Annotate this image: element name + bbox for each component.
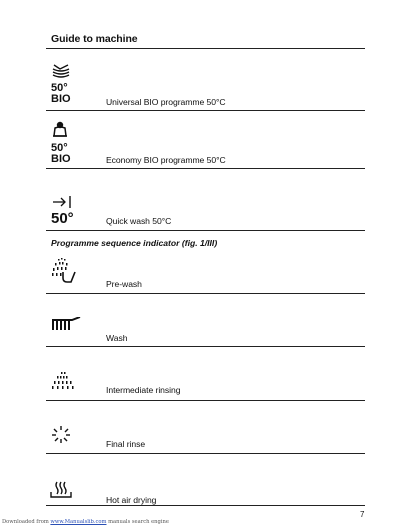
step-label-hot-air-drying: Hot air drying — [106, 495, 157, 505]
row-rule — [46, 346, 365, 347]
quick-arrow-icon — [52, 196, 74, 208]
programme-label-quick: Quick wash 50°C — [106, 216, 172, 226]
programme-label-economy: Economy BIO programme 50°C — [106, 155, 226, 165]
footer-prefix: Downloaded from — [2, 519, 51, 525]
step-label-wash: Wash — [106, 333, 128, 343]
programme-temp-code: 50° — [51, 142, 68, 154]
programme-temp-code: 50° — [51, 82, 68, 94]
step-label-pre-wash: Pre-wash — [106, 279, 142, 289]
hot-air-drying-icon — [50, 481, 72, 499]
plates-stack-icon — [51, 63, 71, 79]
quick-wash-temp: 50° — [51, 210, 74, 227]
section-heading: Programme sequence indicator (fig. 1/III) — [51, 238, 218, 248]
footer-suffix: manuals search engine — [106, 519, 169, 525]
row-rule — [46, 110, 365, 111]
footer-credit — [2, 519, 169, 525]
footer-link[interactable]: www.Manualslib.com — [50, 519, 107, 525]
programme-bio-code: BIO — [51, 93, 71, 105]
row-rule — [46, 168, 365, 169]
wash-brush-icon — [50, 317, 82, 331]
page-title: Guide to machine — [51, 33, 138, 45]
title-rule — [46, 48, 365, 49]
row-rule — [46, 400, 365, 401]
page-number: 7 — [360, 510, 365, 519]
pre-wash-spray-icon — [49, 258, 77, 284]
economy-bell-icon — [51, 121, 69, 139]
programme-label-universal: Universal BIO programme 50°C — [106, 97, 226, 107]
final-rinse-sparkle-icon — [51, 426, 71, 444]
step-label-final-rinse: Final rinse — [106, 439, 146, 449]
intermediate-rinse-spray-icon — [51, 372, 75, 390]
programme-bio-code: BIO — [51, 153, 71, 165]
row-rule — [46, 505, 365, 506]
row-rule — [46, 293, 365, 294]
step-label-intermediate-rinsing: Intermediate rinsing — [106, 385, 181, 395]
section-rule — [46, 230, 365, 231]
row-rule — [46, 453, 365, 454]
